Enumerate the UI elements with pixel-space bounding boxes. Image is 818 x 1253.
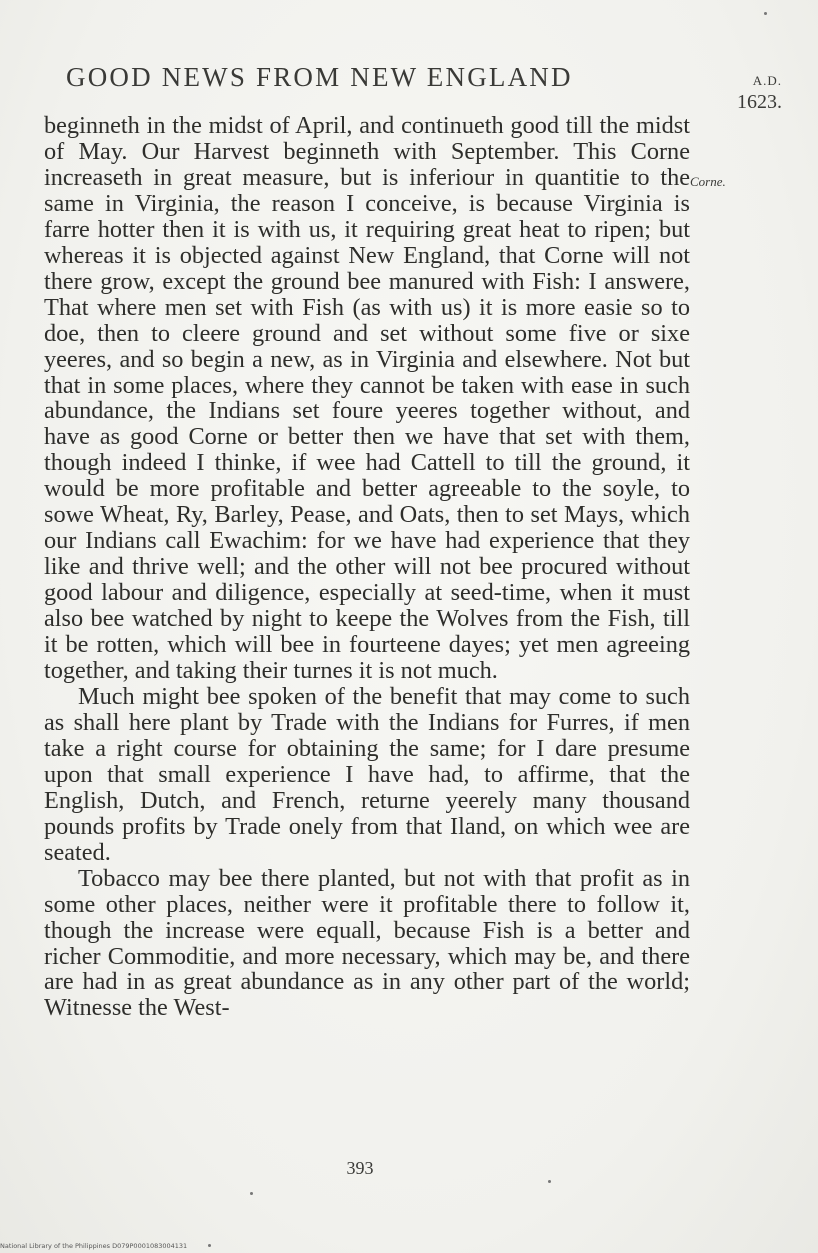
scan-credit: National Library of the Philippines D079P0001083004131	[0, 1242, 188, 1250]
scan-speck	[548, 1180, 551, 1183]
year-label: 1623.	[737, 91, 782, 113]
paragraph-3: Tobacco may bee there planted, but not with that profit as in some other places, neither were it profitable there to follow it, though the increase were equall, because Fish is a better and richer Commoditie, and more necessary, which may be, and there are had in as great abundance as in any other part of the world; Witnesse the West-	[44, 864, 690, 1022]
paragraph-1: beginneth in the midst of April, and continueth good till the midst of May. Our Harvest beginneth with September. This Corne increaseth in great measure, but is inferiour in quantitie to the same in Virginia, the reason I conceive, is because Virginia is farre hotter then it is with us, it requiring great heat to ripen; but whereas it is objected against New England, that Corne will not there grow, except the ground bee manured with Fish: I answere, That where men set with Fish (as with us) it is more easie so to doe, then to cleere ground and set without some five or sixe yeeres, and so begin a new, as in Virginia and elsewhere. Not but that in some places, where they cannot be taken with ease in such abundance, the Indians set foure yeeres together without, and have as good Corne or better then we have that set with them, though indeed I thinke, if wee had Cattell to till the ground, it would be more profitable and better agreeable to the soyle, to sowe Wheat, Ry, Barley, Pease, and Oats, then to set Mays, which our Indians call Ewachim: for we have had experience that they like and thrive well; and the other will not bee procured without good labour and diligence, especially at seed-time, when it must also bee watched by night to keepe the Wolves from the Fish, till it be rotten, which will bee in fourteene dayes; yet men agreeing together, and taking their turnes it is not much.	[44, 112, 690, 685]
page-number: 393	[346, 1158, 374, 1178]
era-label: A.D.	[752, 73, 782, 88]
scan-speck	[208, 1244, 211, 1247]
body-text	[44, 113, 690, 1021]
year-marginal-note	[712, 72, 782, 114]
scan-speck	[250, 1192, 253, 1195]
paragraph-2: Much might bee spoken of the benefit that may come to such as shall here plant by Trade with the Indians for Furres, if men take a right course for obtaining the same; for I dare presume upon that small experience I have had, to affirme, that the English, Dutch, and French, returne yeerely many thousand pounds profits by Trade onely from that Iland, on which wee are seated.	[44, 682, 690, 866]
scan-speck	[764, 12, 767, 15]
margin-note-corne: Corne.	[690, 174, 726, 189]
running-title: GOOD NEWS FROM NEW ENGLAND	[66, 62, 573, 92]
